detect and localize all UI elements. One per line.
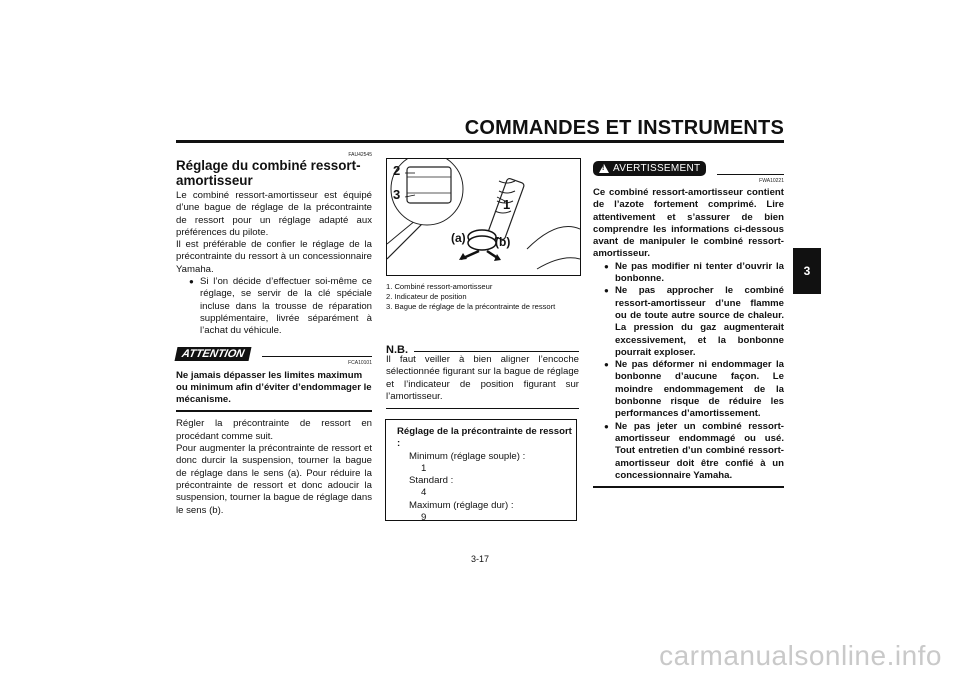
paragraph: Régler la précontrainte de ressort en procédant comme suit. <box>176 418 372 442</box>
warning-intro: Ce combiné ressort-amortisseur contient de l’azote fortement comprimé. Lire attentivement et s’assurer de bien comprendre les informations ci-dessous avant de manipuler le combiné ressort-amortisseur. <box>593 187 784 260</box>
paragraph: Il est préférable de confier le réglage de la précontrainte du ressort à un concessionnaire Yamaha. <box>176 239 372 275</box>
spec-std-label: Standard : <box>409 475 454 487</box>
attention-badge: ATTENTION <box>175 347 252 361</box>
paragraph: Le combiné ressort-amortisseur est équipé d’une bague de réglage de la précontrainte de ressort pour un réglage adapté aux préférences du pilote. <box>176 190 372 238</box>
callout-1: 1 <box>503 197 511 212</box>
figure-illustration <box>387 159 580 275</box>
page-number: 3-17 <box>470 554 489 564</box>
spec-box <box>385 419 577 524</box>
warning-label: AVERTISSEMENT <box>613 163 701 174</box>
spec-max-label: Maximum (réglage dur) : <box>409 499 514 511</box>
warning-bullet: ● Ne pas déformer ni endommager la bonbonne d’aucune façon. Le moindre endommagement de la bonbonne risque de réduire les performances d’amortissement. <box>601 359 784 420</box>
spec-title: Réglage de la précontrainte de ressort : <box>397 426 572 450</box>
warning-triangle-icon: ! <box>599 164 609 173</box>
procedure-text <box>176 418 372 516</box>
warning-end-rule <box>593 486 784 488</box>
caption-item: 3. Bague de réglage de la précontrainte de ressort <box>386 302 556 311</box>
spec-std-value: 4 <box>421 487 427 499</box>
callout-b: (b) <box>495 235 511 249</box>
bullet-item: ● Si l’on décide d’effectuer soi-même ce réglage, se servir de la clé spéciale incluse dans la trousse de réparation supplémentaire, livrée séparément à l’achat du véhicule. <box>186 276 372 337</box>
intro-text <box>176 190 372 338</box>
spec-min-label: Minimum (réglage souple) : <box>409 450 526 462</box>
nb-rule <box>414 351 579 352</box>
attention-end-rule <box>176 410 372 412</box>
spec-max-value: 9 <box>421 512 427 524</box>
paragraph: Pour augmenter la précontrainte de ressort et donc durcir la suspension, tourner la bague de réglage dans le sens (a). Pour réduire la précontrainte de ressort et donc adoucir la suspension, tourner la bague de réglage dans le sens (b). <box>176 443 372 516</box>
warning-list <box>601 261 784 482</box>
nb-text: Il faut veiller à bien aligner l’encoche sélectionnée figurant sur la bague de réglage et l’indicateur de position figurant sur l’amortisseur. <box>386 354 579 402</box>
caption-item: 1. Combiné ressort-amortisseur <box>386 282 493 291</box>
attention-rule <box>262 356 372 357</box>
nb-label: N.B. <box>386 344 408 356</box>
callout-a: (a) <box>451 231 466 245</box>
attention-header <box>176 344 372 362</box>
warning-bullet: ● Ne pas modifier ni tenter d’ouvrir la bonbonne. <box>601 261 784 286</box>
callout-2: 2 <box>393 163 401 178</box>
warning-header <box>593 160 784 178</box>
nb-header <box>386 340 579 354</box>
warning-badge <box>593 161 706 176</box>
caption-item: 2. Indicateur de position <box>386 292 467 301</box>
section-ref-code: FAU42545 <box>348 152 372 158</box>
page-header-title: COMMANDES ET INSTRUMENTS <box>464 117 784 139</box>
right-column <box>593 160 784 488</box>
chapter-tab: 3 <box>793 248 821 294</box>
watermark: carmanualsonline.info <box>659 640 942 671</box>
header-rule <box>176 140 784 143</box>
spec-min-value: 1 <box>421 462 427 474</box>
attention-ref-code: FCA10101 <box>348 359 372 366</box>
left-column <box>176 152 372 517</box>
figure-captions <box>386 282 579 312</box>
shock-absorber-figure <box>386 158 581 276</box>
section-heading: Réglage du combiné ressort-amortisseur <box>176 158 361 188</box>
callout-3: 3 <box>393 187 401 202</box>
warning-rule <box>717 174 784 175</box>
warning-bullet: ● Ne pas jeter un combiné ressort-amortisseur endommagé ou usé. Tout entretien d’un combiné ressort-amortisseur doit être confié à un concessionnaire Yamaha. <box>601 421 784 482</box>
warning-ref-code: FWA10221 <box>759 178 784 184</box>
nb-block <box>386 340 579 409</box>
nb-end-rule <box>386 408 579 409</box>
attention-text: Ne jamais dépasser les limites maximum ou minimum afin d’éviter d’endommager le mécanisme. <box>176 369 372 406</box>
warning-bullet: ● Ne pas approcher le combiné ressort-amortisseur d’une flamme ou de toute autre source de chaleur. La pression du gaz augmenterait excessivement, et la bonbonne pourrait exploser. <box>601 285 784 359</box>
